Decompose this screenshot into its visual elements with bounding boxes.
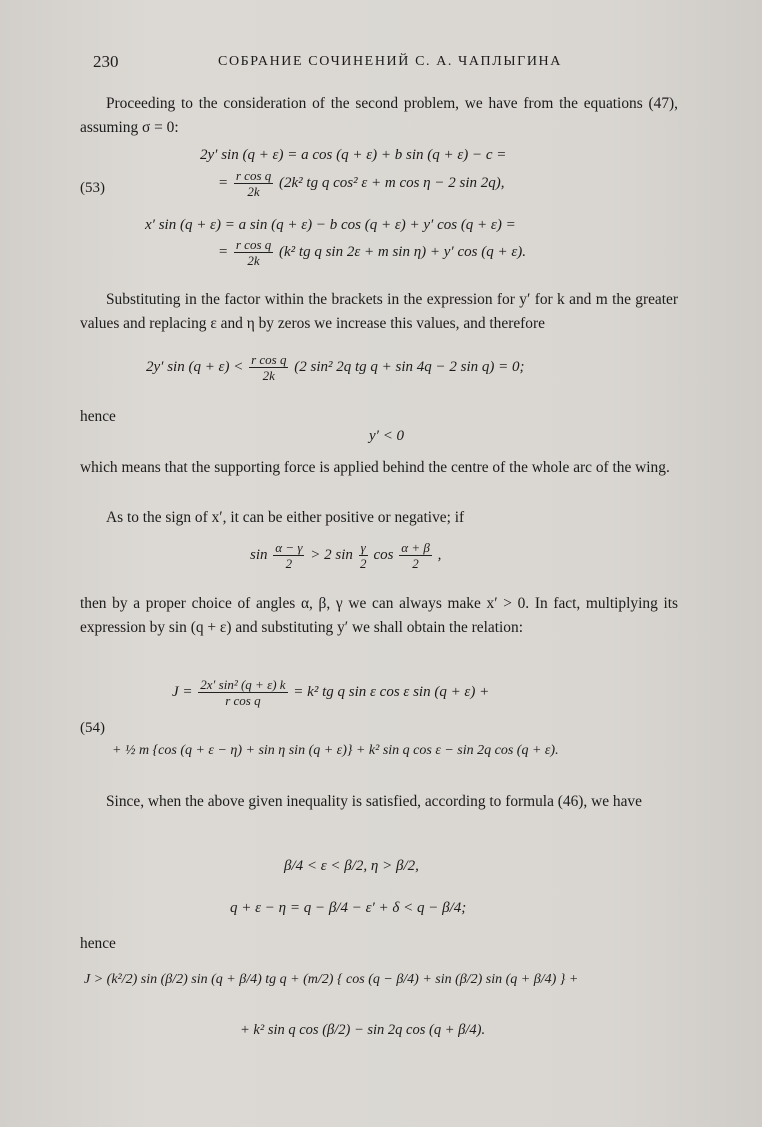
paragraph-substituting: Substituting in the factor within the brackets in the expression for y′ for k and m the greater values and replacing ε and η by zeros we increase this values, and therefore xyxy=(80,291,678,332)
y-prime-negative: y′ < 0 xyxy=(369,428,405,444)
final-inequality-line1: J > (k²/2) sin (β/2) sin (q + β/4) tg q + (m/2) { cos (q − β/4) + sin (β/2) sin (q + β/4) } + xyxy=(84,972,579,987)
equation-54-label: (54) xyxy=(80,720,105,736)
equation-53-line1: 2y′ sin (q + ε) = a cos (q + ε) + b sin (q + ε) − c = xyxy=(200,147,507,163)
page-number: 230 xyxy=(93,52,119,71)
running-title: СОБРАНИЕ СОЧИНЕНИЙ С. А. ЧАПЛЫГИНА xyxy=(218,54,562,69)
equation-54-line1: J = $\frac{\text{2x′ sin² (q + ε) k}}{\text{r cos q}}$ = k² tg q sin ε cos ε sin (q + ε) + xyxy=(172,677,490,708)
paragraph-supporting-force: which means that the supporting force is applied behind the centre of the whole arc of the wing. xyxy=(80,459,670,476)
final-inequality-line2: + k² sin q cos (β/2) − sin 2q cos (q + β/4). xyxy=(240,1022,486,1038)
paragraph-sign-x: As to the sign of x′, it can be either positive or negative; if xyxy=(106,509,465,526)
angle-condition: sin $\frac{\alpha - \gamma}{2}$ > 2 sin $\frac{\gamma}{2}$ cos $\frac{\alpha + \beta}{2}$ , xyxy=(250,540,442,571)
paragraph-intro: Proceeding to the consideration of the second problem, we have from the equations (47), assuming σ = 0: xyxy=(80,95,678,136)
paragraph-since: Since, when the above given inequality is satisfied, according to formula (46), we have xyxy=(106,793,642,810)
paragraph-proper-choice: then by a proper choice of angles α, β, γ we can always make x′ > 0. In fact, multiplying its expression by sin (q + ε) and substituting y′ we shall obtain the relation: xyxy=(80,595,678,636)
angle-difference-bound: q + ε − η = q − β/4 − ε′ + δ < q − β/4; xyxy=(230,900,467,916)
angle-bounds: β/4 < ε < β/2, η > β/2, xyxy=(284,858,419,874)
hence-label-2: hence xyxy=(80,935,116,952)
equation-54-line2: + ½ m {cos (q + ε − η) + sin η sin (q + ε)} + k² sin q cos ε − sin 2q cos (q + ε). xyxy=(112,743,559,758)
equation-53-line2: = $\frac{\text{r cos q}}{2k}$ (2k² tg q cos² ε + m cos η − 2 sin 2q), xyxy=(218,168,505,199)
equation-53-line4: = $\frac{\text{r cos q}}{2k}$ (k² tg q sin 2ε + m sin η) + y′ cos (q + ε). xyxy=(218,237,526,268)
equation-53-label: (53) xyxy=(80,180,105,196)
equation-53-line3: x′ sin (q + ε) = a sin (q + ε) − b cos (q + ε) + y′ cos (q + ε) = xyxy=(145,217,516,233)
hence-label-1: hence xyxy=(80,408,116,425)
inequality-y-prime: 2y′ sin (q + ε) < $\frac{\text{r cos q}}{2k}$ (2 sin² 2q tg q + sin 4q − 2 sin q) = 0; xyxy=(146,352,525,383)
